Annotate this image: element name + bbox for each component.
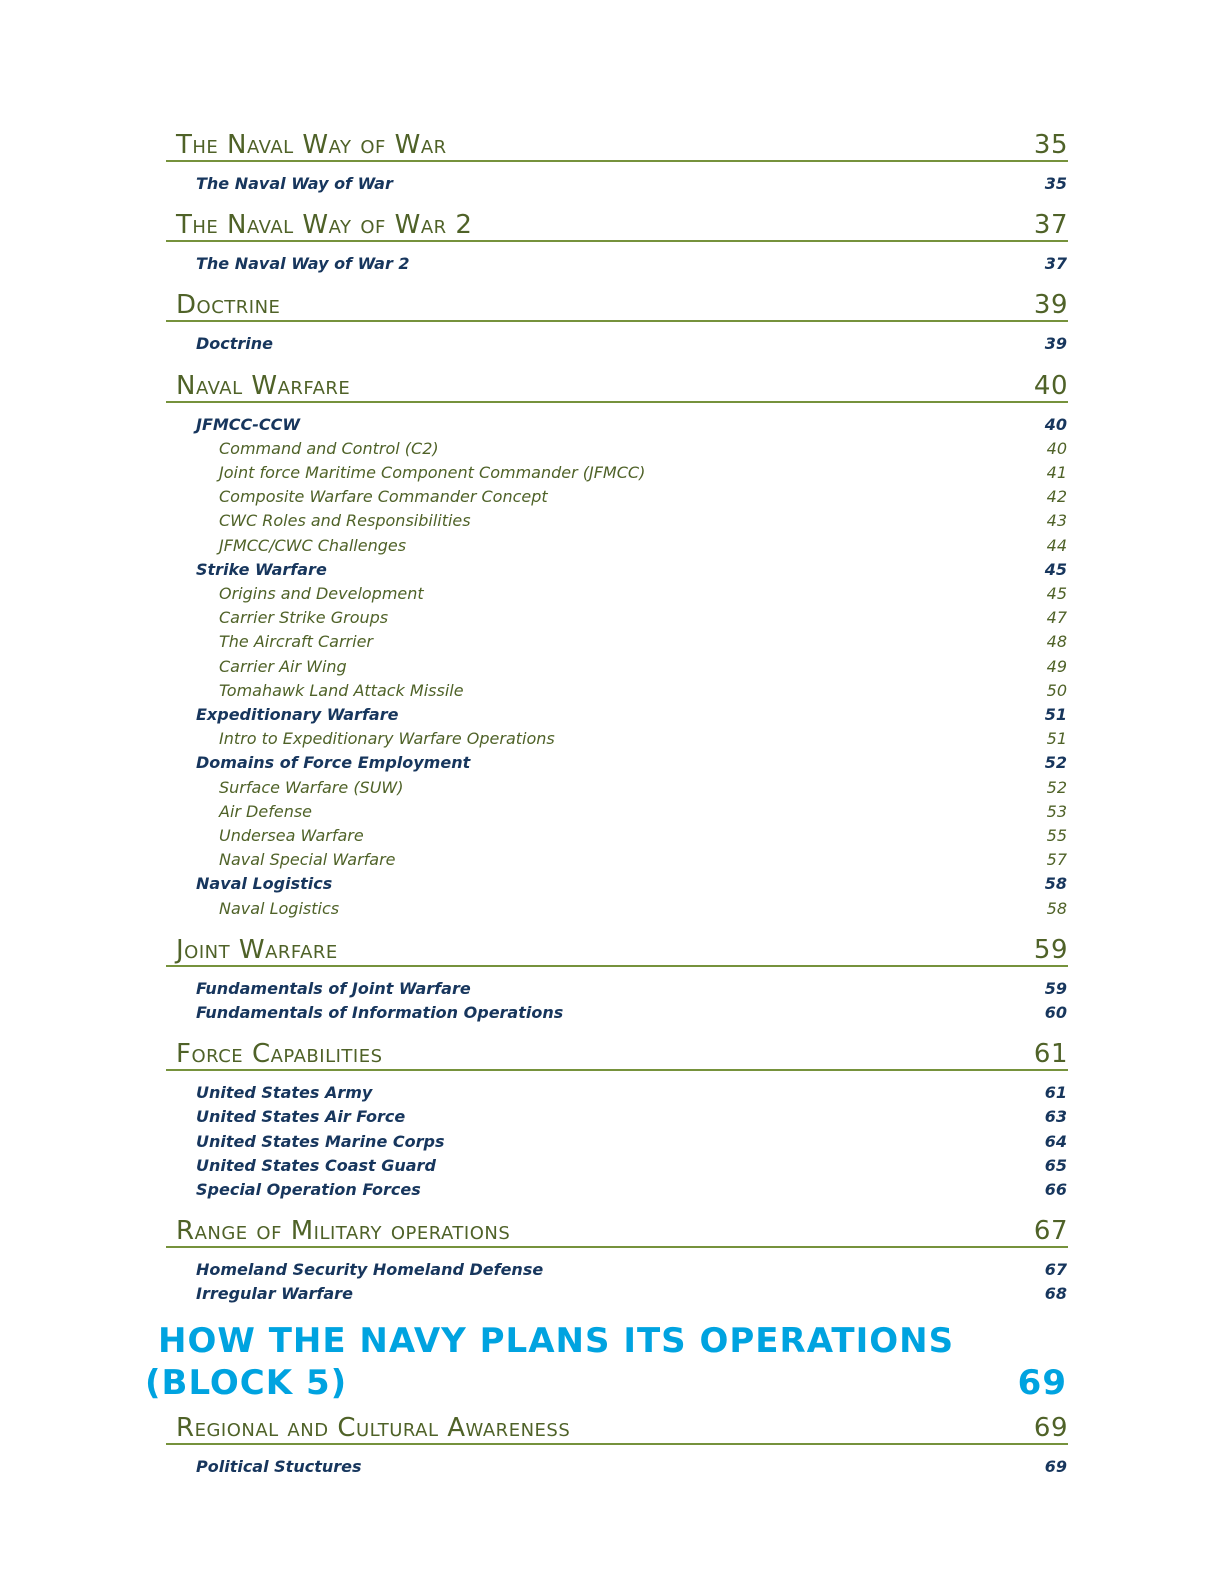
toc-entry[interactable]: [196, 753, 1067, 775]
toc-entry[interactable]: [196, 1180, 1067, 1202]
toc-entry[interactable]: [196, 1132, 1067, 1154]
section-page-number: 37: [1033, 210, 1068, 241]
entry-title: United States Air Force: [196, 1107, 406, 1127]
entry-page-number: 51: [1044, 705, 1067, 724]
entry-title: Expeditionary Warfare: [196, 705, 399, 724]
toc-entry[interactable]: [196, 874, 1067, 896]
toc-entry[interactable]: [196, 1260, 1067, 1282]
toc-entry[interactable]: [196, 334, 1067, 356]
toc-entry[interactable]: [196, 1003, 1067, 1025]
entry-page-number: 67: [1044, 1260, 1067, 1280]
toc-subentry[interactable]: [219, 826, 1067, 848]
entry-page-number: 45: [1044, 559, 1067, 579]
entry-page-number: 64: [1044, 1131, 1067, 1151]
section-page-number: 61: [1033, 1039, 1068, 1070]
entry-page-number: 58: [1044, 874, 1067, 894]
entry-title: United States Marine Corps: [196, 1131, 445, 1151]
entry-title: The Naval Way of War: [196, 174, 393, 193]
entry-title: Naval Logistics: [196, 874, 333, 894]
toc-subentry[interactable]: [219, 729, 1067, 751]
toc-section-heading[interactable]: [166, 1214, 1068, 1248]
section-page-number: 69: [1033, 1412, 1068, 1443]
section-title: Range of Military operations: [176, 1216, 511, 1247]
entry-title: Carrier Strike Groups: [219, 608, 389, 628]
toc-entry[interactable]: [196, 254, 1067, 276]
entry-title: Carrier Air Wing: [219, 656, 347, 676]
entry-page-number: 40: [1044, 414, 1067, 434]
entry-title: Surface Warfare (SUW): [219, 777, 404, 797]
entry-title: JFMCC/CWC Challenges: [219, 535, 407, 555]
section-page-number: 40: [1033, 370, 1068, 401]
entry-title: Fundamentals of Information Operations: [196, 1003, 564, 1022]
entry-page-number: 65: [1044, 1155, 1067, 1175]
toc-subentry[interactable]: [219, 487, 1067, 509]
section-title: Regional and Cultural Awareness: [176, 1412, 571, 1443]
toc-section-heading[interactable]: [166, 933, 1068, 967]
toc-section-heading[interactable]: [166, 128, 1068, 162]
entry-page-number: 52: [1044, 753, 1067, 773]
block-heading[interactable]: [145, 1321, 1067, 1407]
toc-subentry[interactable]: [219, 463, 1067, 485]
entry-title: Homeland Security Homeland Defense: [196, 1260, 544, 1280]
entry-page-number: 51: [1046, 729, 1067, 749]
toc-entry[interactable]: [196, 415, 1067, 437]
toc-entry[interactable]: [196, 1156, 1067, 1178]
entry-title: Naval Logistics: [219, 898, 340, 918]
toc-section-heading[interactable]: [166, 1037, 1068, 1071]
toc-subentry[interactable]: [219, 681, 1067, 703]
entry-title: United States Coast Guard: [196, 1155, 436, 1175]
entry-title: JFMCC-CCW: [196, 414, 301, 434]
entry-title: United States Army: [196, 1083, 373, 1103]
entry-page-number: 42: [1046, 487, 1067, 507]
toc-section-heading[interactable]: [166, 1411, 1068, 1445]
entry-title: Command and Control (C2): [219, 438, 439, 458]
entry-page-number: 69: [1044, 1456, 1067, 1476]
entry-page-number: 58: [1046, 898, 1067, 918]
toc-subentry[interactable]: [219, 632, 1067, 654]
section-title: Joint Warfare: [176, 934, 338, 965]
entry-title: Naval Special Warfare: [219, 850, 396, 870]
toc-entry[interactable]: [196, 560, 1067, 582]
entry-title: Origins and Development: [219, 584, 424, 603]
entry-page-number: 59: [1044, 978, 1067, 998]
entry-title: The Naval Way of War 2: [196, 254, 410, 274]
toc-subentry[interactable]: [219, 536, 1067, 558]
toc-subentry[interactable]: [219, 899, 1067, 921]
entry-title: Strike Warfare: [196, 559, 327, 579]
block-title-line1: HOW THE NAVY PLANS ITS OPERATIONS: [158, 1320, 955, 1361]
toc-subentry[interactable]: [219, 802, 1067, 824]
toc-subentry[interactable]: [219, 850, 1067, 872]
toc-section-heading[interactable]: [166, 208, 1068, 242]
entry-page-number: 50: [1046, 680, 1067, 700]
toc-subentry[interactable]: [219, 439, 1067, 461]
entry-page-number: 41: [1046, 463, 1067, 482]
toc-section-heading[interactable]: [166, 369, 1068, 403]
entry-page-number: 60: [1044, 1003, 1067, 1022]
toc-entry[interactable]: [196, 1284, 1067, 1306]
toc-section-heading[interactable]: [166, 288, 1068, 322]
block-title-line2: (BLOCK 5): [145, 1362, 348, 1403]
section-page-number: 39: [1033, 290, 1068, 321]
entry-page-number: 45: [1046, 584, 1067, 603]
entry-page-number: 57: [1046, 850, 1067, 870]
entry-page-number: 63: [1044, 1107, 1067, 1127]
toc-subentry[interactable]: [219, 511, 1067, 533]
section-title: Force Capabilities: [176, 1039, 383, 1070]
toc-entry[interactable]: [196, 1457, 1067, 1479]
entry-title: Tomahawk Land Attack Missile: [219, 680, 464, 700]
entry-title: Special Operation Forces: [196, 1180, 421, 1199]
entry-page-number: 43: [1046, 511, 1067, 531]
entry-title: Doctrine: [196, 334, 274, 354]
toc-entry[interactable]: [196, 979, 1067, 1001]
entry-page-number: 48: [1046, 632, 1067, 652]
section-page-number: 59: [1033, 934, 1068, 965]
toc-entry[interactable]: [196, 705, 1067, 727]
section-page-number: 35: [1033, 130, 1068, 160]
toc-entry[interactable]: [196, 1107, 1067, 1129]
entry-title: Joint force Maritime Component Commander (JFMCC): [219, 463, 646, 482]
entry-page-number: 53: [1046, 801, 1067, 821]
entry-title: Air Defense: [219, 801, 313, 821]
toc-subentry[interactable]: [219, 657, 1067, 679]
section-title: The Naval Way of War 2: [176, 210, 473, 241]
entry-page-number: 44: [1046, 535, 1067, 555]
entry-title: Domains of Force Employment: [196, 753, 471, 773]
entry-title: Fundamentals of Joint Warfare: [196, 978, 471, 998]
toc-subentry[interactable]: [219, 608, 1067, 630]
entry-page-number: 37: [1044, 254, 1067, 274]
block-page-number: 69: [1017, 1362, 1067, 1403]
entry-title: Political Stuctures: [196, 1456, 362, 1476]
entry-title: CWC Roles and Responsibilities: [219, 511, 471, 531]
section-title: Naval Warfare: [176, 370, 351, 401]
toc-entry[interactable]: [196, 1083, 1067, 1105]
entry-page-number: 68: [1044, 1284, 1067, 1304]
section-title: The Naval Way of War: [176, 130, 447, 160]
entry-page-number: 49: [1046, 656, 1067, 676]
entry-page-number: 61: [1044, 1083, 1067, 1103]
entry-page-number: 35: [1044, 174, 1067, 193]
entry-page-number: 66: [1044, 1180, 1067, 1199]
section-page-number: 67: [1033, 1216, 1068, 1247]
entry-title: Intro to Expeditionary Warfare Operations: [219, 729, 555, 749]
entry-title: Irregular Warfare: [196, 1284, 353, 1304]
entry-page-number: 52: [1046, 777, 1067, 797]
toc-subentry[interactable]: [219, 778, 1067, 800]
entry-page-number: 47: [1046, 608, 1067, 628]
entry-page-number: 39: [1044, 334, 1067, 354]
entry-title: The Aircraft Carrier: [219, 632, 373, 652]
entry-title: Composite Warfare Commander Concept: [219, 487, 548, 507]
toc-subentry[interactable]: [219, 584, 1067, 606]
entry-page-number: 40: [1046, 438, 1067, 458]
section-title: Doctrine: [176, 290, 281, 321]
entry-title: Undersea Warfare: [219, 826, 364, 845]
entry-page-number: 55: [1046, 826, 1067, 845]
toc-entry[interactable]: [196, 174, 1067, 196]
